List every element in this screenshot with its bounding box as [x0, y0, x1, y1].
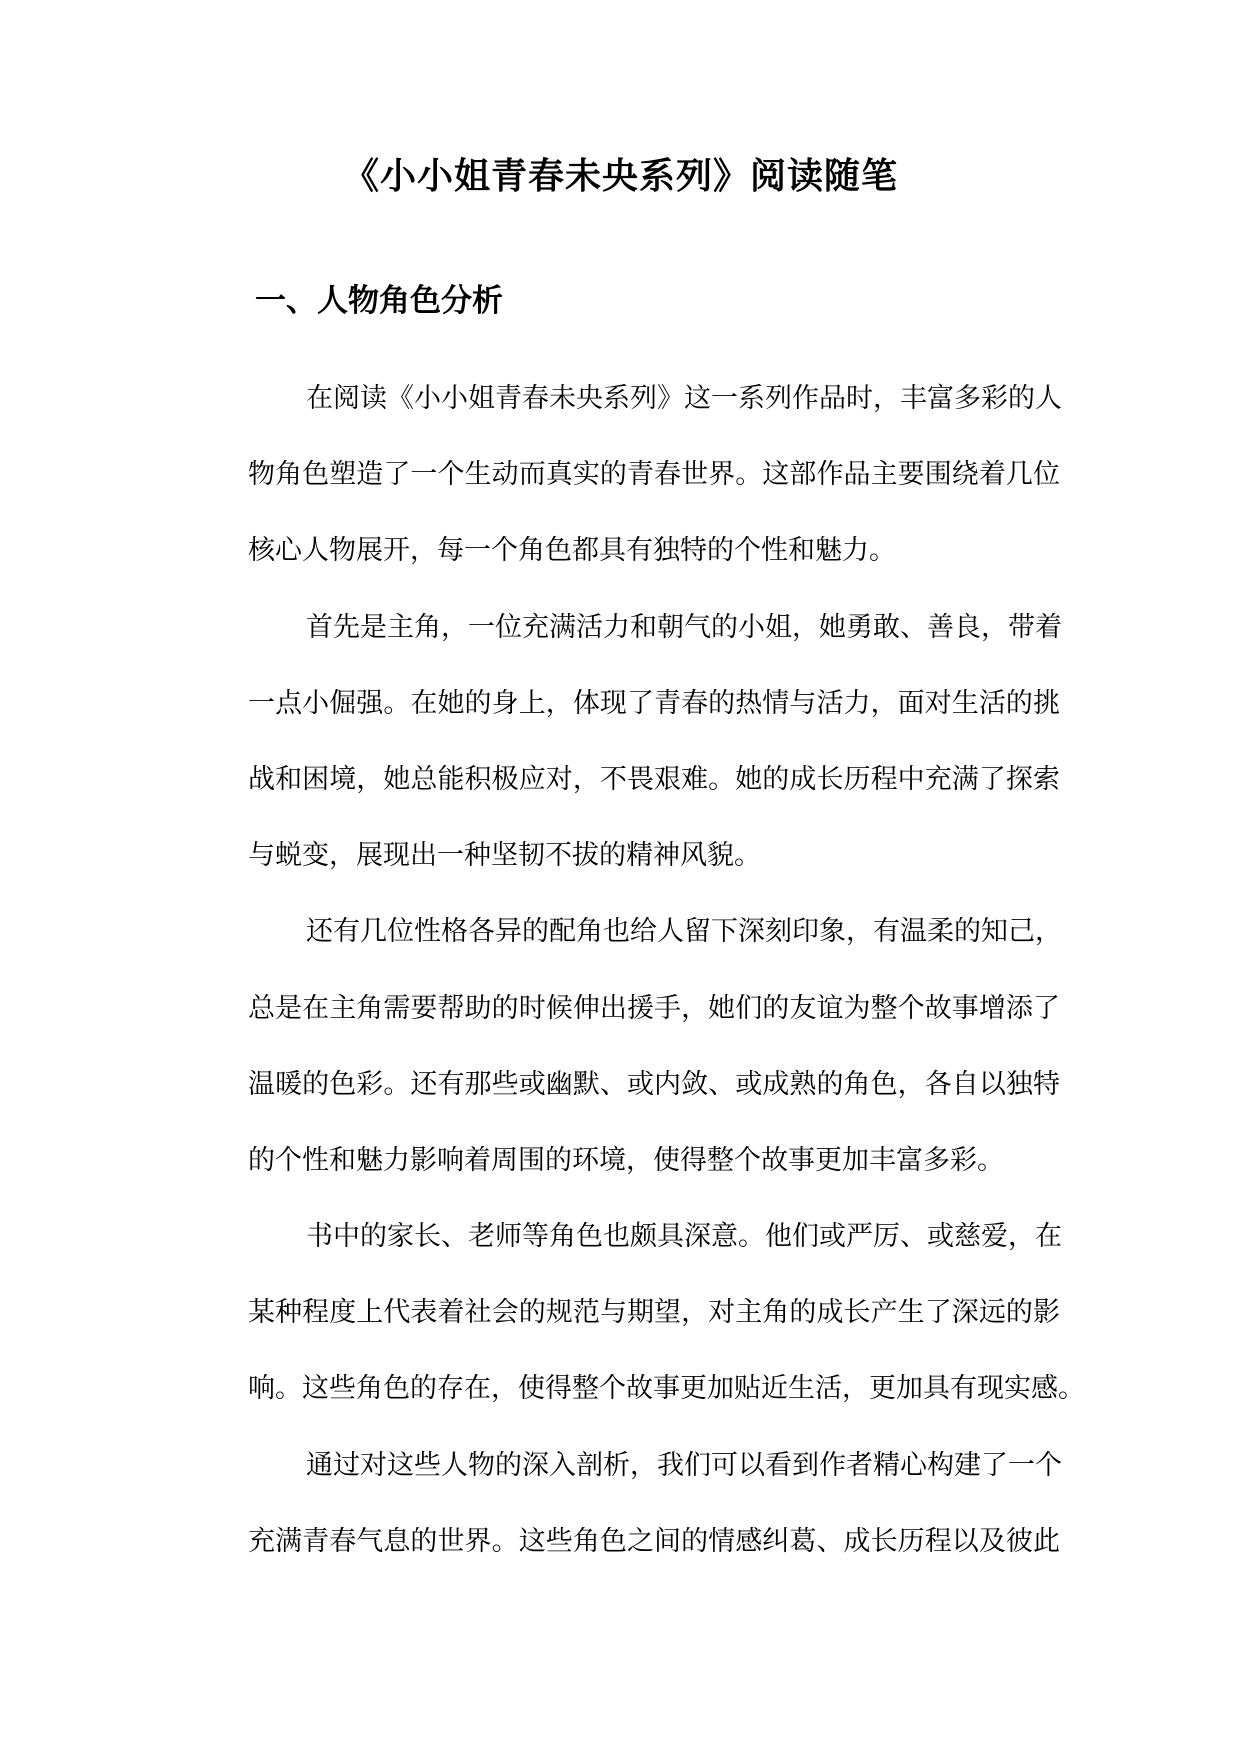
paragraph: [190, 1428, 1060, 1580]
document-body: [190, 361, 1085, 1580]
text-line: 还有几位性格各异的配角也给人留下深刻印象，有温柔的知己，: [306, 916, 1062, 948]
text-line: 通过对这些人物的深入剖析，我们可以看到作者精心构建了一个: [306, 1449, 1062, 1481]
text-line: 战和困境，她总能积极应对，不畏艰难。她的成长历程中充满了探索: [248, 763, 1060, 795]
paragraph: [190, 361, 1060, 590]
section-heading: 一、人物角色分析: [255, 283, 503, 319]
paragraph: [190, 1199, 1085, 1428]
text-line: 在阅读《小小姐青春未央系列》这一系列作品时，丰富多彩的人: [306, 383, 1062, 414]
text-line: 首先是主角，一位充满活力和朝气的小姐，她勇敢、善良，带着: [306, 611, 1062, 643]
document-title: 《小小姐青春未央系列》阅读随笔: [342, 155, 898, 197]
text-line: 物角色塑造了一个生动而真实的青春世界。这部作品主要围绕着几位: [248, 459, 1060, 491]
text-line: 核心人物展开，每一个角色都具有独特的个性和魅力。: [248, 535, 896, 567]
text-line: 温暖的色彩。还有那些或幽默、或内敛、或成熟的角色，各自以独特: [248, 1068, 1060, 1100]
text-line: 总是在主角需要帮助的时候伸出援手，她们的友谊为整个故事增添了: [248, 992, 1060, 1024]
text-line: 的个性和魅力影响着周围的环境，使得整个故事更加丰富多彩。: [248, 1144, 1004, 1176]
paragraph: [190, 894, 1060, 1199]
text-line: 一点小倔强。在她的身上，体现了青春的热情与活力，面对生活的挑: [248, 687, 1060, 719]
text-line: 某种程度上代表着社会的规范与期望，对主角的成长产生了深远的影: [248, 1297, 1060, 1329]
text-line: 响。这些角色的存在，使得整个故事更加贴近生活，更加具有现实感。: [248, 1373, 1085, 1405]
text-line: 与蜕变，展现出一种坚韧不拔的精神风貌。: [248, 840, 761, 872]
text-line: 充满青春气息的世界。这些角色之间的情感纠葛、成长历程以及彼此: [248, 1525, 1060, 1557]
text-line: 书中的家长、老师等角色也颇具深意。他们或严厉、或慈爱，在: [306, 1221, 1062, 1253]
paragraph: [190, 590, 1060, 895]
